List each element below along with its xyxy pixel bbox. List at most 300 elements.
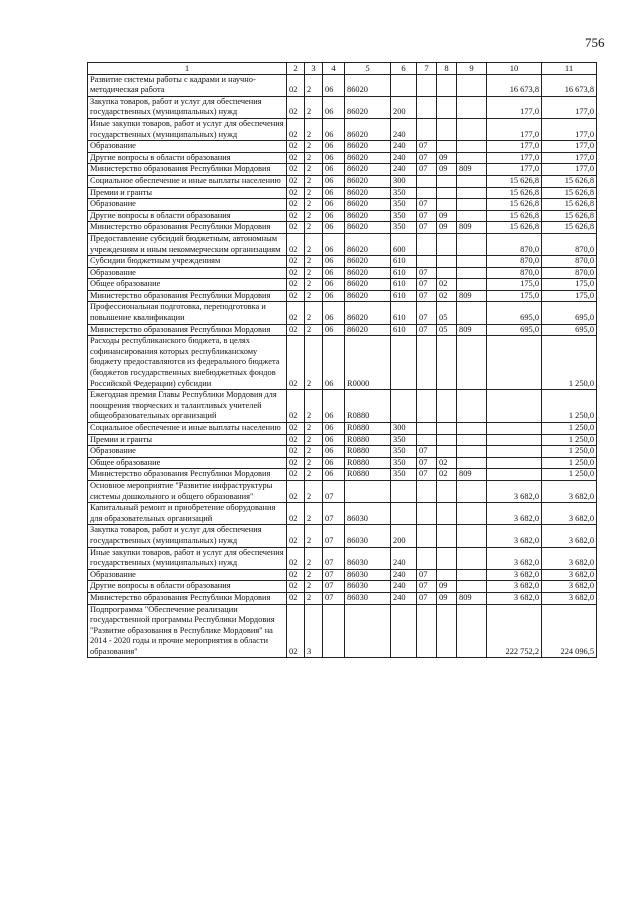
column-header-1: 1 [88,63,287,75]
cell-c7: 07 [417,210,437,222]
cell-c8: 02 [437,290,457,302]
cell-c10: 870,0 [487,267,542,279]
cell-c11: 1 250,0 [542,423,597,435]
cell-c6: 240 [391,592,417,604]
table-row [88,604,597,658]
cell-c7 [417,233,437,255]
column-header-5: 5 [345,63,391,75]
cell-c5: 86030 [345,503,391,525]
cell-c6: 240 [391,152,417,164]
cell-c9 [457,141,487,153]
cell-c11: 3 682,0 [542,480,597,502]
cell-c5 [345,604,391,658]
cell-c10: 3 682,0 [487,581,542,593]
cell-c9: 809 [457,290,487,302]
cell-c3: 2 [305,267,323,279]
table-row [88,503,597,525]
table-row [88,457,597,469]
cell-c7 [417,390,437,423]
cell-c4: 06 [323,457,345,469]
column-header-8: 8 [437,63,457,75]
cell-c4: 06 [323,222,345,234]
cell-c8 [437,118,457,140]
cell-c11: 3 682,0 [542,525,597,547]
cell-c5: 86020 [345,152,391,164]
cell-c11: 177,0 [542,152,597,164]
table-row [88,525,597,547]
cell-c5: 86020 [345,290,391,302]
cell-c2: 02 [287,525,305,547]
cell-c8 [437,480,457,502]
table-row [88,336,597,390]
row-name: Общее образование [88,279,287,291]
row-name: Другие вопросы в области образования [88,152,287,164]
cell-c3: 2 [305,480,323,502]
cell-c4: 06 [323,390,345,423]
cell-c7 [417,604,437,658]
cell-c5: R0880 [345,469,391,481]
cell-c5: 86020 [345,199,391,211]
table-row [88,324,597,336]
row-name: Премии и гранты [88,434,287,446]
cell-c11: 3 682,0 [542,569,597,581]
cell-c4: 06 [323,324,345,336]
column-header-6: 6 [391,63,417,75]
cell-c2: 02 [287,175,305,187]
cell-c7: 07 [417,164,437,176]
cell-c2: 02 [287,336,305,390]
cell-c10: 3 682,0 [487,592,542,604]
cell-c7: 07 [417,199,437,211]
cell-c10: 695,0 [487,302,542,324]
cell-c11: 15 626,8 [542,210,597,222]
cell-c7 [417,434,437,446]
table-row [88,469,597,481]
cell-c4: 06 [323,199,345,211]
row-name: Образование [88,141,287,153]
cell-c2: 02 [287,446,305,458]
cell-c3: 2 [305,446,323,458]
cell-c2: 02 [287,279,305,291]
row-name: Расходы республиканского бюджета, в целях софинансирования которых республиканскому бюджету предоставляются из федерального бюджета (бюджетов государственных внебюджетных фондов Российской Федерации) субсидии [88,336,287,390]
cell-c9 [457,390,487,423]
table-row [88,390,597,423]
cell-c7: 07 [417,222,437,234]
cell-c4: 07 [323,480,345,502]
cell-c6 [391,480,417,502]
cell-c10 [487,434,542,446]
column-header-4: 4 [323,63,345,75]
cell-c11: 175,0 [542,290,597,302]
cell-c5: 86020 [345,267,391,279]
row-name: Закупка товаров, работ и услуг для обеспечения государственных (муниципальных) нужд [88,96,287,118]
table-row [88,175,597,187]
cell-c2: 02 [287,423,305,435]
cell-c8 [437,336,457,390]
cell-c11: 16 673,8 [542,74,597,96]
cell-c2: 02 [287,592,305,604]
cell-c8 [437,187,457,199]
cell-c9 [457,175,487,187]
cell-c11: 695,0 [542,302,597,324]
cell-c11: 1 250,0 [542,336,597,390]
cell-c4: 06 [323,233,345,255]
cell-c6: 350 [391,434,417,446]
cell-c4: 06 [323,279,345,291]
cell-c9 [457,423,487,435]
cell-c11: 870,0 [542,233,597,255]
table-row [88,592,597,604]
cell-c2: 02 [287,210,305,222]
row-name: Министерство образования Республики Мордовия [88,222,287,234]
cell-c7 [417,96,437,118]
cell-c2: 02 [287,267,305,279]
row-name: Министерство образования Республики Мордовия [88,290,287,302]
cell-c9 [457,74,487,96]
cell-c9 [457,525,487,547]
cell-c8: 09 [437,210,457,222]
cell-c5: 86020 [345,302,391,324]
cell-c10: 222 752,2 [487,604,542,658]
cell-c7: 07 [417,290,437,302]
cell-c9 [457,118,487,140]
cell-c10: 695,0 [487,324,542,336]
cell-c11: 870,0 [542,256,597,268]
cell-c8 [437,525,457,547]
row-name: Социальное обеспечение и иные выплаты населению [88,423,287,435]
cell-c2: 02 [287,457,305,469]
cell-c2: 02 [287,503,305,525]
cell-c11: 15 626,8 [542,222,597,234]
cell-c10 [487,469,542,481]
table-row [88,581,597,593]
cell-c7 [417,175,437,187]
cell-c5: 86030 [345,581,391,593]
cell-c4: 06 [323,336,345,390]
cell-c3: 2 [305,336,323,390]
cell-c3: 2 [305,503,323,525]
cell-c9: 809 [457,222,487,234]
table-row [88,187,597,199]
cell-c4: 06 [323,267,345,279]
cell-c3: 2 [305,279,323,291]
cell-c3: 2 [305,222,323,234]
cell-c9 [457,233,487,255]
row-name: Другие вопросы в области образования [88,581,287,593]
cell-c10: 3 682,0 [487,547,542,569]
cell-c8 [437,256,457,268]
cell-c8 [437,390,457,423]
cell-c5: 86030 [345,525,391,547]
table-row [88,569,597,581]
table-row [88,164,597,176]
row-name: Министерство образования Республики Мордовия [88,592,287,604]
cell-c9 [457,446,487,458]
cell-c5: 86020 [345,164,391,176]
table-row [88,210,597,222]
cell-c4: 07 [323,525,345,547]
cell-c7 [417,503,437,525]
cell-c9 [457,279,487,291]
cell-c4: 07 [323,592,345,604]
cell-c6: 350 [391,210,417,222]
row-name: Субсидии бюджетным учреждениям [88,256,287,268]
cell-c5: 86020 [345,222,391,234]
cell-c7 [417,480,437,502]
cell-c10: 177,0 [487,141,542,153]
cell-c4: 06 [323,187,345,199]
table-row [88,256,597,268]
cell-c10: 3 682,0 [487,480,542,502]
cell-c5: R0880 [345,434,391,446]
cell-c7: 07 [417,324,437,336]
cell-c4: 06 [323,164,345,176]
row-name: Социальное обеспечение и иные выплаты населению [88,175,287,187]
cell-c4: 06 [323,152,345,164]
cell-c4: 06 [323,469,345,481]
cell-c5: 86020 [345,210,391,222]
cell-c9 [457,256,487,268]
cell-c10: 15 626,8 [487,175,542,187]
row-name: Развитие системы работы с кадрами и научно-методическая работа [88,74,287,96]
cell-c7 [417,547,437,569]
cell-c6: 200 [391,96,417,118]
cell-c3: 2 [305,592,323,604]
table-row [88,233,597,255]
cell-c2: 02 [287,604,305,658]
cell-c6: 350 [391,222,417,234]
cell-c5: 86030 [345,592,391,604]
table-row [88,290,597,302]
cell-c10: 16 673,8 [487,74,542,96]
cell-c8: 05 [437,324,457,336]
cell-c4 [323,604,345,658]
cell-c8: 09 [437,152,457,164]
row-name: Капитальный ремонт и приобретение оборудования для образовательных организаций [88,503,287,525]
cell-c8: 02 [437,279,457,291]
cell-c8 [437,74,457,96]
cell-c10: 15 626,8 [487,199,542,211]
cell-c5: R0880 [345,390,391,423]
cell-c3: 2 [305,187,323,199]
cell-c4: 07 [323,569,345,581]
cell-c6: 300 [391,175,417,187]
cell-c9 [457,434,487,446]
cell-c5: R0000 [345,336,391,390]
cell-c7 [417,336,437,390]
row-name: Министерство образования Республики Мордовия [88,164,287,176]
cell-c2: 02 [287,434,305,446]
cell-c2: 02 [287,480,305,502]
cell-c11: 1 250,0 [542,469,597,481]
table-row [88,267,597,279]
cell-c10: 870,0 [487,233,542,255]
cell-c2: 02 [287,233,305,255]
cell-c11: 177,0 [542,164,597,176]
cell-c6 [391,336,417,390]
cell-c2: 02 [287,324,305,336]
cell-c10: 15 626,8 [487,222,542,234]
row-name: Основное мероприятие "Развитие инфраструктуры системы дошкольного и общего образования" [88,480,287,502]
cell-c6: 610 [391,279,417,291]
cell-c11: 3 682,0 [542,581,597,593]
cell-c6: 240 [391,581,417,593]
cell-c9 [457,302,487,324]
table-row [88,96,597,118]
cell-c5: 86020 [345,187,391,199]
cell-c3: 2 [305,164,323,176]
cell-c11: 1 250,0 [542,446,597,458]
cell-c10: 3 682,0 [487,525,542,547]
cell-c2: 02 [287,469,305,481]
table-row [88,118,597,140]
cell-c6: 200 [391,525,417,547]
cell-c8 [437,267,457,279]
cell-c7: 07 [417,141,437,153]
cell-c9 [457,457,487,469]
table-row [88,152,597,164]
cell-c2: 02 [287,547,305,569]
cell-c9 [457,604,487,658]
cell-c8: 09 [437,222,457,234]
cell-c3: 2 [305,210,323,222]
cell-c5: 86030 [345,569,391,581]
table-row [88,446,597,458]
row-name: Премии и гранты [88,187,287,199]
cell-c6: 240 [391,164,417,176]
cell-c10: 177,0 [487,152,542,164]
cell-c10 [487,390,542,423]
table-body [88,74,597,658]
cell-c11: 177,0 [542,118,597,140]
column-header-9: 9 [457,63,487,75]
table-row [88,222,597,234]
cell-c8 [437,233,457,255]
cell-c7 [417,423,437,435]
cell-c9 [457,581,487,593]
cell-c6: 350 [391,199,417,211]
cell-c8 [437,547,457,569]
cell-c5: R0880 [345,423,391,435]
page-number: 756 [585,35,605,50]
cell-c3: 2 [305,525,323,547]
cell-c5: 86030 [345,547,391,569]
cell-c11: 177,0 [542,141,597,153]
cell-c6: 350 [391,187,417,199]
cell-c8 [437,96,457,118]
cell-c5: 86020 [345,118,391,140]
cell-c10 [487,423,542,435]
cell-c9 [457,336,487,390]
cell-c7 [417,118,437,140]
cell-c7: 07 [417,457,437,469]
cell-c10 [487,457,542,469]
cell-c4: 06 [323,446,345,458]
cell-c10: 3 682,0 [487,503,542,525]
cell-c3: 2 [305,141,323,153]
table-row [88,302,597,324]
cell-c6 [391,74,417,96]
cell-c6: 350 [391,469,417,481]
cell-c3: 2 [305,118,323,140]
cell-c11: 3 682,0 [542,547,597,569]
cell-c10: 3 682,0 [487,569,542,581]
cell-c2: 02 [287,74,305,96]
cell-c3: 2 [305,233,323,255]
cell-c2: 02 [287,390,305,423]
cell-c11: 15 626,8 [542,187,597,199]
cell-c6: 350 [391,446,417,458]
cell-c2: 02 [287,569,305,581]
cell-c4: 06 [323,141,345,153]
cell-c4: 06 [323,175,345,187]
cell-c8 [437,434,457,446]
row-name: Закупка товаров, работ и услуг для обеспечения государственных (муниципальных) нужд [88,525,287,547]
cell-c3: 2 [305,324,323,336]
column-number-row [88,63,597,75]
cell-c7: 07 [417,267,437,279]
cell-c2: 02 [287,290,305,302]
cell-c6 [391,390,417,423]
cell-c8 [437,423,457,435]
cell-c3: 2 [305,390,323,423]
row-name: Иные закупки товаров, работ и услуг для обеспечения государственных (муниципальных) нужд [88,118,287,140]
table-row [88,141,597,153]
cell-c2: 02 [287,187,305,199]
row-name: Ежегодная премия Главы Республики Мордовия для поощрения творческих и талантливых учителей общеобразовательных организаций [88,390,287,423]
cell-c4: 06 [323,96,345,118]
cell-c5: 86020 [345,256,391,268]
cell-c2: 02 [287,256,305,268]
cell-c2: 02 [287,164,305,176]
cell-c8 [437,446,457,458]
cell-c10 [487,336,542,390]
cell-c11: 1 250,0 [542,390,597,423]
cell-c3: 2 [305,74,323,96]
cell-c8 [437,503,457,525]
cell-c5: 86020 [345,74,391,96]
row-name: Образование [88,446,287,458]
row-name: Министерство образования Республики Мордовия [88,469,287,481]
cell-c10: 177,0 [487,164,542,176]
cell-c4: 07 [323,503,345,525]
cell-c5: 86020 [345,233,391,255]
cell-c8 [437,175,457,187]
cell-c3: 2 [305,457,323,469]
cell-c11: 3 682,0 [542,592,597,604]
cell-c5: R0880 [345,446,391,458]
cell-c9: 809 [457,324,487,336]
cell-c10: 175,0 [487,279,542,291]
cell-c3: 2 [305,96,323,118]
cell-c5: 86020 [345,324,391,336]
cell-c4: 06 [323,74,345,96]
cell-c3: 2 [305,581,323,593]
cell-c7 [417,256,437,268]
cell-c11: 3 682,0 [542,503,597,525]
cell-c10: 15 626,8 [487,210,542,222]
cell-c2: 02 [287,96,305,118]
cell-c6: 610 [391,267,417,279]
row-name: Профессиональная подготовка, переподготовка и повышение квалификации [88,302,287,324]
cell-c4: 06 [323,302,345,324]
cell-c4: 06 [323,118,345,140]
budget-table [87,62,597,658]
cell-c6: 600 [391,233,417,255]
cell-c8: 02 [437,457,457,469]
cell-c2: 02 [287,581,305,593]
cell-c8 [437,141,457,153]
